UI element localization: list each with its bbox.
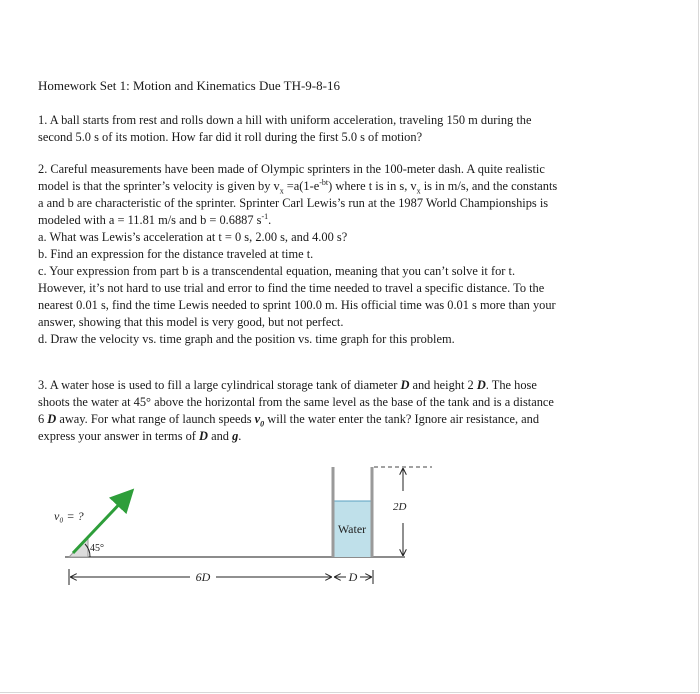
p2-l4-b: . xyxy=(268,213,272,227)
p3-l3-v: v xyxy=(254,412,261,426)
p3-l4-g: g xyxy=(232,429,239,443)
distance-label: 6D xyxy=(195,570,211,584)
p2-l2-c: ) where t is in s, v xyxy=(328,179,417,193)
diameter-label: D xyxy=(348,570,358,584)
p3-l3-vsub: 0 xyxy=(260,419,265,429)
problem-2-part-c-1: c. Your expression from part b is a transcendental equation, meaning that you can’t solve it for t. xyxy=(38,264,516,278)
problem-3-line-2: shoots the water at 45° above the horizontal from the same level as the base of the tank and is a distance xyxy=(38,395,554,409)
p3-l3-a: 6 xyxy=(38,412,48,426)
height-label: 2D xyxy=(393,501,407,513)
problem-1-line-1: 1. A ball starts from rest and rolls down a hill with uniform acceleration, traveling 150 m during the xyxy=(38,113,532,127)
p2-l2-sub1: x xyxy=(279,186,284,196)
problem-2-line-1: 2. Careful measurements have been made of Olympic sprinters in the 100-meter dash. A quite realistic xyxy=(38,162,545,176)
p3-l1-c: . The hose xyxy=(485,378,537,392)
p3-l3-D: D xyxy=(47,412,57,426)
problem-2-line-2 xyxy=(38,178,557,195)
problem-3-line-3 xyxy=(38,411,554,428)
p3-l1-D2: D xyxy=(476,378,486,392)
p3-l4-c: . xyxy=(238,429,242,443)
p3-l3-b: away. For what range of launch speeds xyxy=(56,412,255,426)
problem-2-line-3: a and b are characteristic of the sprinter. Sprinter Carl Lewis’s run at the 1987 World Championships is xyxy=(38,196,549,210)
problem-2-part-c-4: answer, showing that this model is very good, but not perfect. xyxy=(38,315,344,329)
p2-l2-a: model is that the sprinter’s velocity is given by v xyxy=(38,179,280,193)
p3-l1-b: and height 2 xyxy=(409,378,477,392)
problem-3-line-1 xyxy=(38,377,554,394)
problem-2-line-4 xyxy=(38,212,557,229)
problem-2-part-c-2: However, it’s not hard to use trial and error to find the time needed to travel a specific distance. To the xyxy=(38,281,545,295)
angle-label: 45° xyxy=(90,543,104,554)
p3-l1-a: 3. A water hose is used to fill a large cylindrical storage tank of diameter xyxy=(38,378,401,392)
problem-2 xyxy=(38,161,557,348)
problem-2-part-b: b. Find an expression for the distance traveled at time t. xyxy=(38,247,314,261)
problem-2-part-a: a. What was Lewis’s acceleration at t = 0 s, 2.00 s, and 4.00 s? xyxy=(38,230,348,244)
p3-l4-b: and xyxy=(208,429,233,443)
p2-l4-a: modeled with a = 11.81 m/s and b = 0.6887 s xyxy=(38,213,262,227)
problem-2-part-d: d. Draw the velocity vs. time graph and the position vs. time graph for this problem. xyxy=(38,332,455,346)
tank-label: Water xyxy=(337,522,367,536)
p3-l3-c: will the water enter the tank? Ignore air resistance, and xyxy=(264,412,540,426)
p3-l1-D1: D xyxy=(400,378,410,392)
homework-title: Homework Set 1: Motion and Kinematics Due TH-9-8-16 xyxy=(38,78,340,93)
hose-tank-figure xyxy=(40,455,440,605)
p2-l2-d: is in m/s, and the constants xyxy=(420,179,558,193)
p2-l2-b: =a(1-e xyxy=(283,179,320,193)
p2-l4-sup: -1 xyxy=(261,211,269,221)
p2-l2-sub2: x xyxy=(416,186,421,196)
problem-3-line-4 xyxy=(38,428,554,445)
v0-label: v₀ = ? xyxy=(54,509,84,523)
p2-l2-sup: -bt xyxy=(319,177,329,187)
problem-3 xyxy=(38,377,554,445)
p3-l4-D: D xyxy=(199,429,208,443)
problem-1-line-2: second 5.0 s of its motion. How far did it roll during the first 5.0 s of motion? xyxy=(38,130,423,144)
problem-1 xyxy=(38,112,531,146)
p3-l4-a: express your answer in terms of xyxy=(38,429,200,443)
problem-2-part-c-3: nearest 0.01 s, find the time Lewis needed to sprint 100.0 m. His official time was 0.01 s more than your xyxy=(38,298,556,312)
